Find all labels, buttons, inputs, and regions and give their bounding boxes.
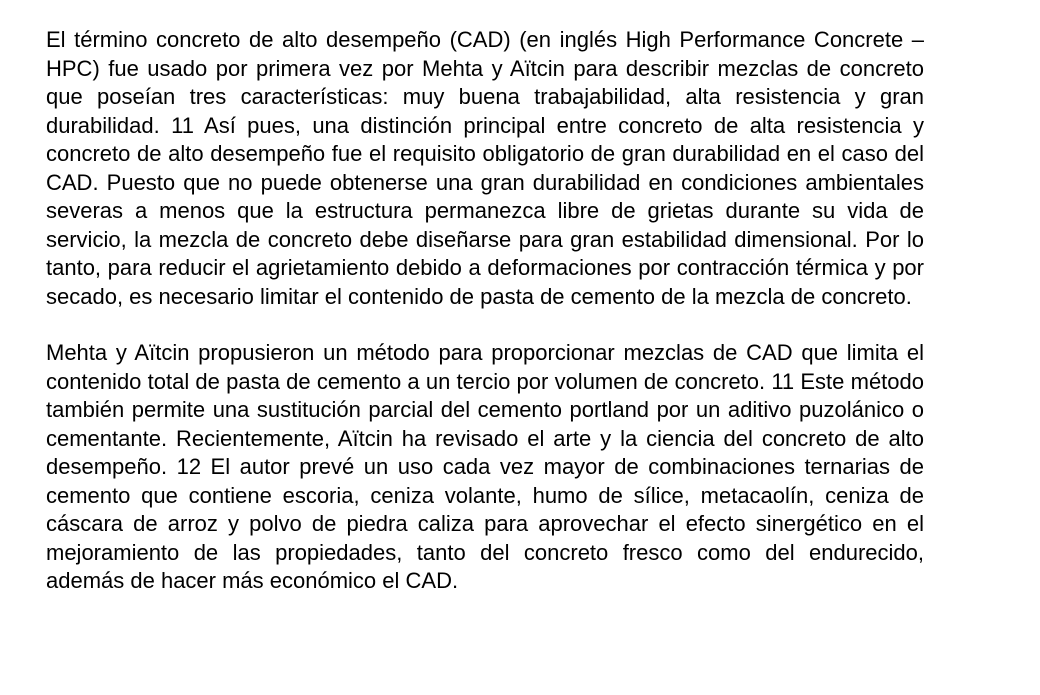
- document-page: [46, 26, 924, 596]
- paragraph-mix-method: Mehta y Aïtcin propusieron un método para proporcionar mezclas de CAD que limita el contenido total de pasta de cemento a un tercio por volumen de concreto. 11 Este método también permite una sustitución parcial del cemento portland por un aditivo puzolánico o cementante. Recientemente, Aïtcin ha revisado el arte y la ciencia del concreto de alto desempeño. 12 El autor prevé un uso cada vez mayor de combinaciones ternarias de cemento que contiene escoria, ceniza volante, humo de sílice, metacaolín, ceniza de cáscara de arroz y polvo de piedra caliza para aprovechar el efecto sinergético en el mejoramiento de las propiedades, tanto del concreto fresco como del endurecido, además de hacer más económico el CAD.: [46, 340, 924, 593]
- paragraph-cad-definition: El término concreto de alto desempeño (CAD) (en inglés High Performance Concrete –HPC) fue usado por primera vez por Mehta y Aïtcin para describir mezclas de concreto que poseían tres características: muy buena trabajabilidad, alta resistencia y gran durabilidad. 11 Así pues, una distinción principal entre concreto de alta resistencia y concreto de alto desempeño fue el requisito obligatorio de gran durabilidad en el caso del CAD. Puesto que no puede obtenerse una gran durabilidad en condiciones ambientales severas a menos que la estructura permanezca libre de grietas durante su vida de servicio, la mezcla de concreto debe diseñarse para gran estabilidad dimensional. Por lo tanto, para reducir el agrietamiento debido a deformaciones por contracción térmica y por secado, es necesario limitar el contenido de pasta de cemento de la mezcla de concreto.: [46, 27, 924, 309]
